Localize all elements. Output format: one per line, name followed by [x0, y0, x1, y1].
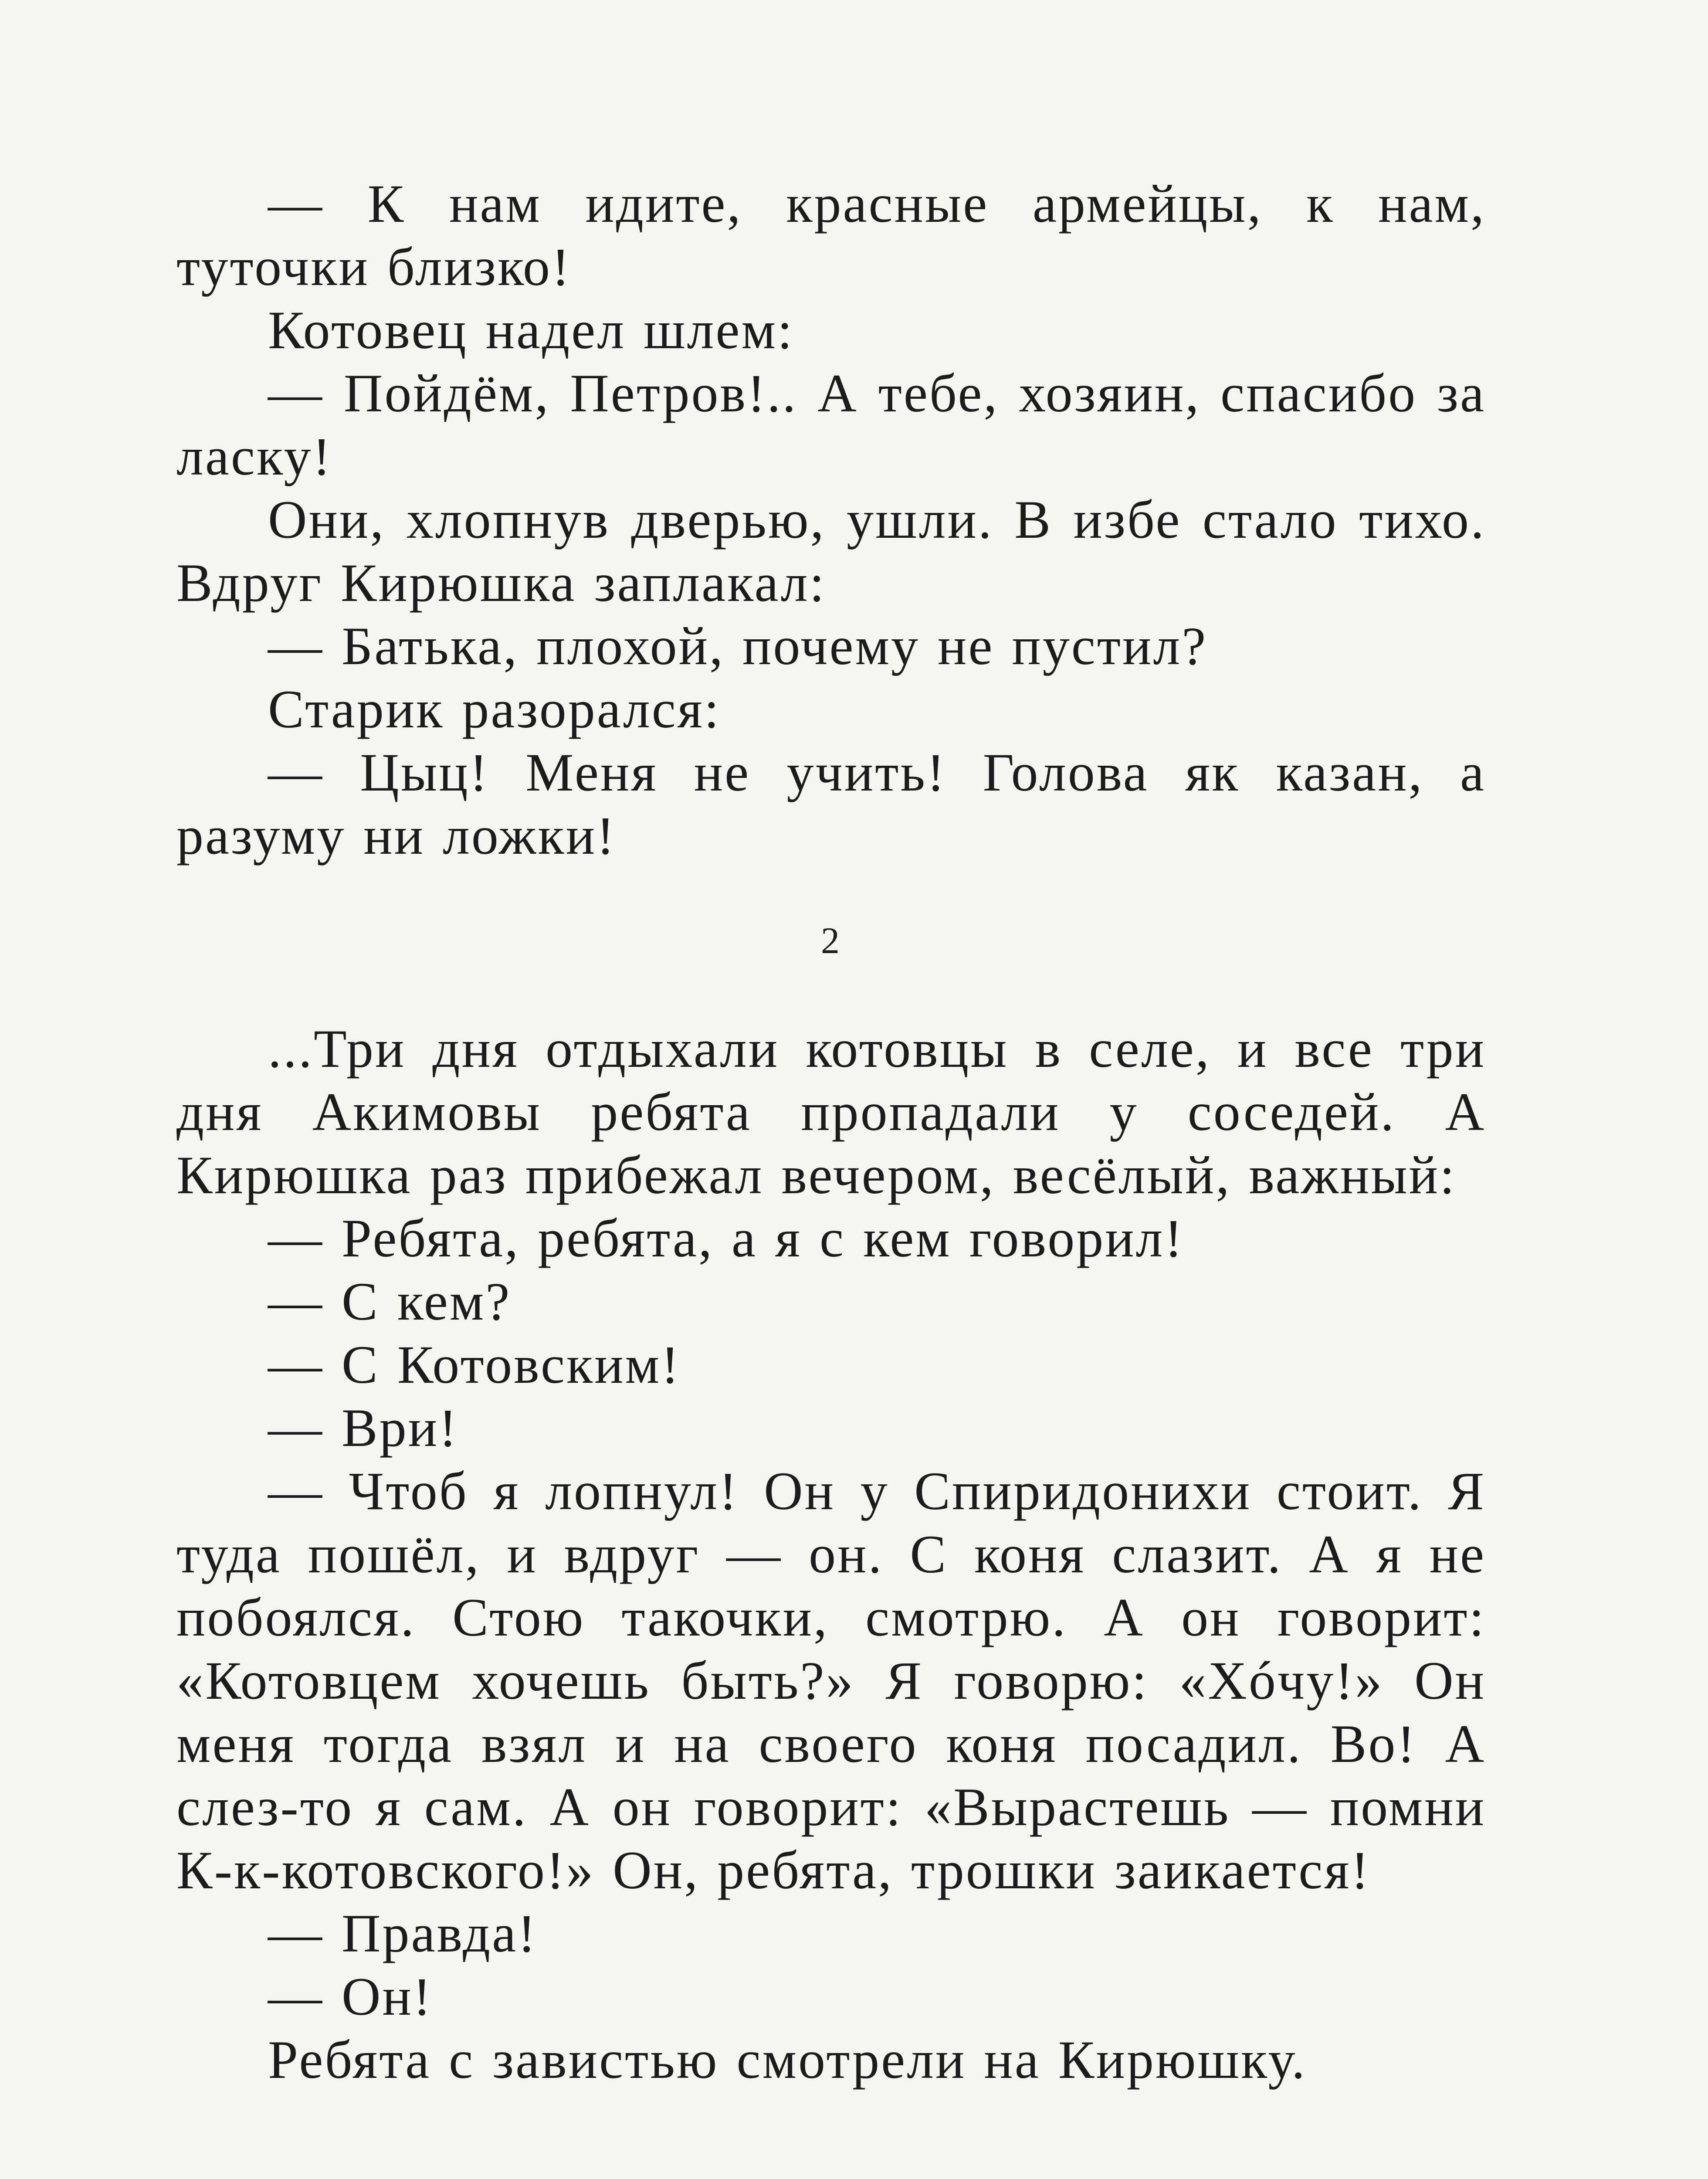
paragraph: Они, хлопнув дверью, ушли. В избе стало тихо. Вдруг Кирюшка заплакал:: [176, 490, 1486, 613]
paragraph: Старик разорался:: [268, 679, 721, 739]
paragraph: — Пойдём, Петров!.. А тебе, хозяин, спасибо за ласку!: [176, 363, 1486, 486]
section-number: 2: [821, 920, 841, 961]
paragraph: — К нам идите, красные армейцы, к нам, туточки близко!: [176, 174, 1486, 297]
paragraph: — Он!: [268, 1967, 433, 2026]
paragraph: — Чтоб я лопнул! Он у Спиридонихи стоит. Я туда пошёл, и вдруг — он. С коня слазит. А я не побоялся. Стою такочки, смотрю. А он говорит: «Котовцем хочешь быть?» Я говорю: «Хóчу!» Он меня тогда взял и на своего коня посадил. Во! А слез-то я сам. А он говорит: «Вырастешь — помни К-к-котовского!» Он, ребята, трошки заикается!: [176, 1461, 1486, 1900]
paragraph: — С кем?: [268, 1272, 512, 1331]
paragraph: — Правда!: [268, 1904, 538, 1963]
paragraph: Ребята с завистью смотрели на Кирюшку.: [268, 2030, 1307, 2090]
paragraph: — Ребята, ребята, а я с кем говорил!: [268, 1208, 1184, 1268]
paragraph: — Цыц! Меня не учить! Голова як казан, а разуму ни ложки!: [176, 743, 1486, 865]
paragraph: ...Три дня отдыхали котовцы в селе, и все три дня Акимовы ребята пропадали у соседей. А Кирюшка раз прибежал вечером, весёлый, важный:: [176, 1019, 1486, 1205]
text-column: [176, 172, 1486, 2091]
paragraph: — Ври!: [268, 1398, 459, 1458]
paragraph: — Батька, плохой, почему не пустил?: [268, 616, 1208, 676]
paragraph: — С Котовским!: [268, 1335, 681, 1395]
paragraph: Котовец надел шлем:: [268, 300, 794, 360]
